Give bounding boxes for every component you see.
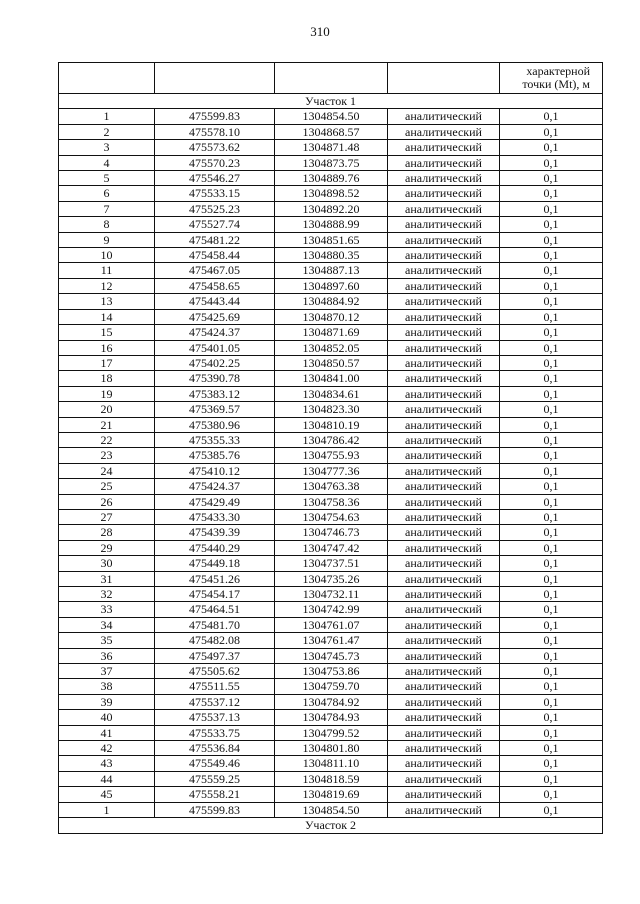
- method-cell: аналитический: [388, 602, 500, 617]
- x-coordinate-cell: 475425.69: [155, 309, 275, 324]
- accuracy-cell: 0,1: [500, 248, 603, 263]
- table-row: [59, 756, 603, 771]
- accuracy-cell: 0,1: [500, 710, 603, 725]
- table-row: [59, 648, 603, 663]
- x-coordinate-cell: 475549.46: [155, 756, 275, 771]
- table-row: [59, 263, 603, 278]
- y-coordinate-cell: 1304851.65: [275, 232, 388, 247]
- table-row: [59, 633, 603, 648]
- x-coordinate-cell: 475599.83: [155, 109, 275, 124]
- method-cell: аналитический: [388, 633, 500, 648]
- x-coordinate-cell: 475380.96: [155, 417, 275, 432]
- point-number-cell: 42: [59, 741, 155, 756]
- y-coordinate-cell: 1304763.38: [275, 479, 388, 494]
- y-coordinate-cell: 1304801.80: [275, 741, 388, 756]
- method-cell: аналитический: [388, 648, 500, 663]
- point-number-cell: 32: [59, 587, 155, 602]
- section-row-1: [59, 94, 603, 109]
- accuracy-cell: 0,1: [500, 294, 603, 309]
- method-cell: аналитический: [388, 386, 500, 401]
- y-coordinate-cell: 1304786.42: [275, 432, 388, 447]
- y-coordinate-cell: 1304746.73: [275, 525, 388, 540]
- table-row: [59, 694, 603, 709]
- method-cell: аналитический: [388, 248, 500, 263]
- point-number-cell: 37: [59, 664, 155, 679]
- point-number-cell: 40: [59, 710, 155, 725]
- accuracy-cell: 0,1: [500, 802, 603, 817]
- method-cell: аналитический: [388, 171, 500, 186]
- table-row: [59, 771, 603, 786]
- x-coordinate-cell: 475433.30: [155, 509, 275, 524]
- table-row: [59, 802, 603, 817]
- header-cell-x: [155, 63, 275, 94]
- y-coordinate-cell: 1304871.69: [275, 325, 388, 340]
- accuracy-cell: 0,1: [500, 263, 603, 278]
- table-row: [59, 340, 603, 355]
- y-coordinate-cell: 1304737.51: [275, 556, 388, 571]
- method-cell: аналитический: [388, 124, 500, 139]
- point-number-cell: 45: [59, 787, 155, 802]
- point-number-cell: 1: [59, 802, 155, 817]
- x-coordinate-cell: 475482.08: [155, 633, 275, 648]
- method-cell: аналитический: [388, 694, 500, 709]
- method-cell: аналитический: [388, 217, 500, 232]
- y-coordinate-cell: 1304777.36: [275, 463, 388, 478]
- x-coordinate-cell: 475546.27: [155, 171, 275, 186]
- method-cell: аналитический: [388, 725, 500, 740]
- point-number-cell: 43: [59, 756, 155, 771]
- x-coordinate-cell: 475410.12: [155, 463, 275, 478]
- coordinates-table-body: [59, 63, 603, 834]
- point-number-cell: 26: [59, 494, 155, 509]
- y-coordinate-cell: 1304854.50: [275, 802, 388, 817]
- method-cell: аналитический: [388, 617, 500, 632]
- y-coordinate-cell: 1304868.57: [275, 124, 388, 139]
- point-number-cell: 19: [59, 386, 155, 401]
- x-coordinate-cell: 475449.18: [155, 556, 275, 571]
- table-row: [59, 432, 603, 447]
- method-cell: аналитический: [388, 432, 500, 447]
- y-coordinate-cell: 1304742.99: [275, 602, 388, 617]
- method-cell: аналитический: [388, 787, 500, 802]
- accuracy-cell: 0,1: [500, 587, 603, 602]
- point-number-cell: 16: [59, 340, 155, 355]
- method-cell: аналитический: [388, 679, 500, 694]
- accuracy-cell: 0,1: [500, 155, 603, 170]
- table-row: [59, 140, 603, 155]
- table-row: [59, 540, 603, 555]
- accuracy-cell: 0,1: [500, 402, 603, 417]
- method-cell: аналитический: [388, 355, 500, 370]
- header-cell-y: [275, 63, 388, 94]
- x-coordinate-cell: 475424.37: [155, 479, 275, 494]
- table-row: [59, 587, 603, 602]
- method-cell: аналитический: [388, 463, 500, 478]
- table-row: [59, 556, 603, 571]
- y-coordinate-cell: 1304888.99: [275, 217, 388, 232]
- y-coordinate-cell: 1304889.76: [275, 171, 388, 186]
- accuracy-cell: 0,1: [500, 417, 603, 432]
- point-number-cell: 27: [59, 509, 155, 524]
- accuracy-cell: 0,1: [500, 494, 603, 509]
- x-coordinate-cell: 475559.25: [155, 771, 275, 786]
- method-cell: аналитический: [388, 571, 500, 586]
- y-coordinate-cell: 1304834.61: [275, 386, 388, 401]
- y-coordinate-cell: 1304761.07: [275, 617, 388, 632]
- point-number-cell: 6: [59, 186, 155, 201]
- x-coordinate-cell: 475458.65: [155, 278, 275, 293]
- method-cell: аналитический: [388, 479, 500, 494]
- y-coordinate-cell: 1304841.00: [275, 371, 388, 386]
- header-cell-accuracy: характерной точки (Mt), м: [500, 63, 603, 94]
- y-coordinate-cell: 1304755.93: [275, 448, 388, 463]
- point-number-cell: 4: [59, 155, 155, 170]
- y-coordinate-cell: 1304880.35: [275, 248, 388, 263]
- table-row: [59, 494, 603, 509]
- table-row: [59, 525, 603, 540]
- y-coordinate-cell: 1304898.52: [275, 186, 388, 201]
- method-cell: аналитический: [388, 186, 500, 201]
- y-coordinate-cell: 1304753.86: [275, 664, 388, 679]
- x-coordinate-cell: 475578.10: [155, 124, 275, 139]
- accuracy-cell: 0,1: [500, 371, 603, 386]
- accuracy-cell: 0,1: [500, 109, 603, 124]
- y-coordinate-cell: 1304887.13: [275, 263, 388, 278]
- table-row: [59, 463, 603, 478]
- accuracy-cell: 0,1: [500, 171, 603, 186]
- x-coordinate-cell: 475537.12: [155, 694, 275, 709]
- y-coordinate-cell: 1304810.19: [275, 417, 388, 432]
- accuracy-cell: 0,1: [500, 679, 603, 694]
- table-row: [59, 109, 603, 124]
- header-cell-point: [59, 63, 155, 94]
- accuracy-cell: 0,1: [500, 340, 603, 355]
- point-number-cell: 18: [59, 371, 155, 386]
- accuracy-cell: 0,1: [500, 509, 603, 524]
- table-row: [59, 248, 603, 263]
- point-number-cell: 1: [59, 109, 155, 124]
- method-cell: аналитический: [388, 402, 500, 417]
- accuracy-cell: 0,1: [500, 217, 603, 232]
- point-number-cell: 30: [59, 556, 155, 571]
- point-number-cell: 22: [59, 432, 155, 447]
- table-row: [59, 355, 603, 370]
- x-coordinate-cell: 475454.17: [155, 587, 275, 602]
- method-cell: аналитический: [388, 232, 500, 247]
- point-number-cell: 13: [59, 294, 155, 309]
- point-number-cell: 20: [59, 402, 155, 417]
- table-row: [59, 571, 603, 586]
- accuracy-cell: 0,1: [500, 525, 603, 540]
- table-row: [59, 664, 603, 679]
- accuracy-cell: 0,1: [500, 448, 603, 463]
- accuracy-cell: 0,1: [500, 355, 603, 370]
- table-row: [59, 679, 603, 694]
- point-number-cell: 14: [59, 309, 155, 324]
- x-coordinate-cell: 475464.51: [155, 602, 275, 617]
- method-cell: аналитический: [388, 448, 500, 463]
- point-number-cell: 31: [59, 571, 155, 586]
- point-number-cell: 35: [59, 633, 155, 648]
- table-row: [59, 725, 603, 740]
- y-coordinate-cell: 1304761.47: [275, 633, 388, 648]
- x-coordinate-cell: 475558.21: [155, 787, 275, 802]
- method-cell: аналитический: [388, 756, 500, 771]
- accuracy-cell: 0,1: [500, 278, 603, 293]
- x-coordinate-cell: 475481.22: [155, 232, 275, 247]
- point-number-cell: 24: [59, 463, 155, 478]
- y-coordinate-cell: 1304897.60: [275, 278, 388, 293]
- accuracy-cell: 0,1: [500, 140, 603, 155]
- x-coordinate-cell: 475570.23: [155, 155, 275, 170]
- method-cell: аналитический: [388, 155, 500, 170]
- y-coordinate-cell: 1304758.36: [275, 494, 388, 509]
- accuracy-cell: 0,1: [500, 771, 603, 786]
- method-cell: аналитический: [388, 417, 500, 432]
- table-row: [59, 278, 603, 293]
- y-coordinate-cell: 1304732.11: [275, 587, 388, 602]
- accuracy-cell: 0,1: [500, 124, 603, 139]
- x-coordinate-cell: 475401.05: [155, 340, 275, 355]
- method-cell: аналитический: [388, 340, 500, 355]
- accuracy-cell: 0,1: [500, 325, 603, 340]
- point-number-cell: 12: [59, 278, 155, 293]
- accuracy-cell: 0,1: [500, 232, 603, 247]
- point-number-cell: 21: [59, 417, 155, 432]
- x-coordinate-cell: 475458.44: [155, 248, 275, 263]
- method-cell: аналитический: [388, 109, 500, 124]
- x-coordinate-cell: 475467.05: [155, 263, 275, 278]
- table-row: [59, 787, 603, 802]
- method-cell: аналитический: [388, 525, 500, 540]
- method-cell: аналитический: [388, 710, 500, 725]
- table-row: [59, 417, 603, 432]
- x-coordinate-cell: 475439.39: [155, 525, 275, 540]
- point-number-cell: 8: [59, 217, 155, 232]
- y-coordinate-cell: 1304735.26: [275, 571, 388, 586]
- point-number-cell: 11: [59, 263, 155, 278]
- x-coordinate-cell: 475451.26: [155, 571, 275, 586]
- y-coordinate-cell: 1304823.30: [275, 402, 388, 417]
- table-row: [59, 309, 603, 324]
- point-number-cell: 17: [59, 355, 155, 370]
- x-coordinate-cell: 475424.37: [155, 325, 275, 340]
- accuracy-cell: 0,1: [500, 787, 603, 802]
- point-number-cell: 28: [59, 525, 155, 540]
- method-cell: аналитический: [388, 140, 500, 155]
- header-cell-method: [388, 63, 500, 94]
- point-number-cell: 44: [59, 771, 155, 786]
- accuracy-cell: 0,1: [500, 756, 603, 771]
- method-cell: аналитический: [388, 802, 500, 817]
- accuracy-cell: 0,1: [500, 741, 603, 756]
- y-coordinate-cell: 1304819.69: [275, 787, 388, 802]
- x-coordinate-cell: 475511.55: [155, 679, 275, 694]
- method-cell: аналитический: [388, 201, 500, 216]
- x-coordinate-cell: 475443.44: [155, 294, 275, 309]
- table-row: [59, 186, 603, 201]
- x-coordinate-cell: 475525.23: [155, 201, 275, 216]
- accuracy-cell: 0,1: [500, 463, 603, 478]
- x-coordinate-cell: 475440.29: [155, 540, 275, 555]
- table-row: [59, 386, 603, 401]
- x-coordinate-cell: 475527.74: [155, 217, 275, 232]
- point-number-cell: 7: [59, 201, 155, 216]
- x-coordinate-cell: 475536.84: [155, 741, 275, 756]
- table-row: [59, 124, 603, 139]
- table-row: [59, 741, 603, 756]
- y-coordinate-cell: 1304759.70: [275, 679, 388, 694]
- x-coordinate-cell: 475390.78: [155, 371, 275, 386]
- method-cell: аналитический: [388, 664, 500, 679]
- x-coordinate-cell: 475481.70: [155, 617, 275, 632]
- accuracy-cell: 0,1: [500, 309, 603, 324]
- accuracy-cell: 0,1: [500, 556, 603, 571]
- coordinates-table: [58, 62, 603, 834]
- y-coordinate-cell: 1304873.75: [275, 155, 388, 170]
- y-coordinate-cell: 1304747.42: [275, 540, 388, 555]
- method-cell: аналитический: [388, 587, 500, 602]
- method-cell: аналитический: [388, 278, 500, 293]
- table-row: [59, 602, 603, 617]
- accuracy-cell: 0,1: [500, 617, 603, 632]
- y-coordinate-cell: 1304818.59: [275, 771, 388, 786]
- accuracy-cell: 0,1: [500, 633, 603, 648]
- section-title-1: Участок 1: [59, 94, 603, 109]
- accuracy-cell: 0,1: [500, 694, 603, 709]
- table-row: [59, 371, 603, 386]
- table-row: [59, 201, 603, 216]
- accuracy-cell: 0,1: [500, 648, 603, 663]
- x-coordinate-cell: 475573.62: [155, 140, 275, 155]
- method-cell: аналитический: [388, 309, 500, 324]
- accuracy-cell: 0,1: [500, 602, 603, 617]
- accuracy-cell: 0,1: [500, 201, 603, 216]
- point-number-cell: 10: [59, 248, 155, 263]
- point-number-cell: 36: [59, 648, 155, 663]
- x-coordinate-cell: 475599.83: [155, 802, 275, 817]
- y-coordinate-cell: 1304870.12: [275, 309, 388, 324]
- method-cell: аналитический: [388, 371, 500, 386]
- y-coordinate-cell: 1304871.48: [275, 140, 388, 155]
- y-coordinate-cell: 1304799.52: [275, 725, 388, 740]
- point-number-cell: 23: [59, 448, 155, 463]
- table-row: [59, 479, 603, 494]
- point-number-cell: 33: [59, 602, 155, 617]
- method-cell: аналитический: [388, 294, 500, 309]
- y-coordinate-cell: 1304892.20: [275, 201, 388, 216]
- x-coordinate-cell: 475505.62: [155, 664, 275, 679]
- section-title-2: Участок 2: [59, 818, 603, 833]
- point-number-cell: 29: [59, 540, 155, 555]
- x-coordinate-cell: 475497.37: [155, 648, 275, 663]
- accuracy-cell: 0,1: [500, 432, 603, 447]
- y-coordinate-cell: 1304784.92: [275, 694, 388, 709]
- point-number-cell: 34: [59, 617, 155, 632]
- y-coordinate-cell: 1304745.73: [275, 648, 388, 663]
- table-row: [59, 232, 603, 247]
- method-cell: аналитический: [388, 771, 500, 786]
- point-number-cell: 39: [59, 694, 155, 709]
- method-cell: аналитический: [388, 263, 500, 278]
- x-coordinate-cell: 475537.13: [155, 710, 275, 725]
- y-coordinate-cell: 1304854.50: [275, 109, 388, 124]
- point-number-cell: 3: [59, 140, 155, 155]
- method-cell: аналитический: [388, 741, 500, 756]
- y-coordinate-cell: 1304811.10: [275, 756, 388, 771]
- point-number-cell: 25: [59, 479, 155, 494]
- y-coordinate-cell: 1304754.63: [275, 509, 388, 524]
- method-cell: аналитический: [388, 494, 500, 509]
- accuracy-cell: 0,1: [500, 386, 603, 401]
- table-row: [59, 171, 603, 186]
- x-coordinate-cell: 475402.25: [155, 355, 275, 370]
- method-cell: аналитический: [388, 540, 500, 555]
- y-coordinate-cell: 1304852.05: [275, 340, 388, 355]
- y-coordinate-cell: 1304884.92: [275, 294, 388, 309]
- x-coordinate-cell: 475533.75: [155, 725, 275, 740]
- table-row: [59, 448, 603, 463]
- accuracy-cell: 0,1: [500, 725, 603, 740]
- page-number: 310: [310, 24, 330, 39]
- table-header-row: [59, 63, 603, 94]
- x-coordinate-cell: 475533.15: [155, 186, 275, 201]
- table-row: [59, 217, 603, 232]
- method-cell: аналитический: [388, 556, 500, 571]
- method-cell: аналитический: [388, 509, 500, 524]
- table-row: [59, 325, 603, 340]
- table-row: [59, 402, 603, 417]
- x-coordinate-cell: 475383.12: [155, 386, 275, 401]
- section-row-2: [59, 818, 603, 833]
- accuracy-cell: 0,1: [500, 186, 603, 201]
- accuracy-cell: 0,1: [500, 571, 603, 586]
- accuracy-cell: 0,1: [500, 479, 603, 494]
- point-number-cell: 2: [59, 124, 155, 139]
- point-number-cell: 41: [59, 725, 155, 740]
- method-cell: аналитический: [388, 325, 500, 340]
- point-number-cell: 38: [59, 679, 155, 694]
- y-coordinate-cell: 1304784.93: [275, 710, 388, 725]
- point-number-cell: 15: [59, 325, 155, 340]
- table-row: [59, 617, 603, 632]
- y-coordinate-cell: 1304850.57: [275, 355, 388, 370]
- table-row: [59, 710, 603, 725]
- table-row: [59, 155, 603, 170]
- point-number-cell: 9: [59, 232, 155, 247]
- table-row: [59, 294, 603, 309]
- x-coordinate-cell: 475385.76: [155, 448, 275, 463]
- x-coordinate-cell: 475355.33: [155, 432, 275, 447]
- x-coordinate-cell: 475369.57: [155, 402, 275, 417]
- point-number-cell: 5: [59, 171, 155, 186]
- accuracy-cell: 0,1: [500, 540, 603, 555]
- table-row: [59, 509, 603, 524]
- x-coordinate-cell: 475429.49: [155, 494, 275, 509]
- accuracy-cell: 0,1: [500, 664, 603, 679]
